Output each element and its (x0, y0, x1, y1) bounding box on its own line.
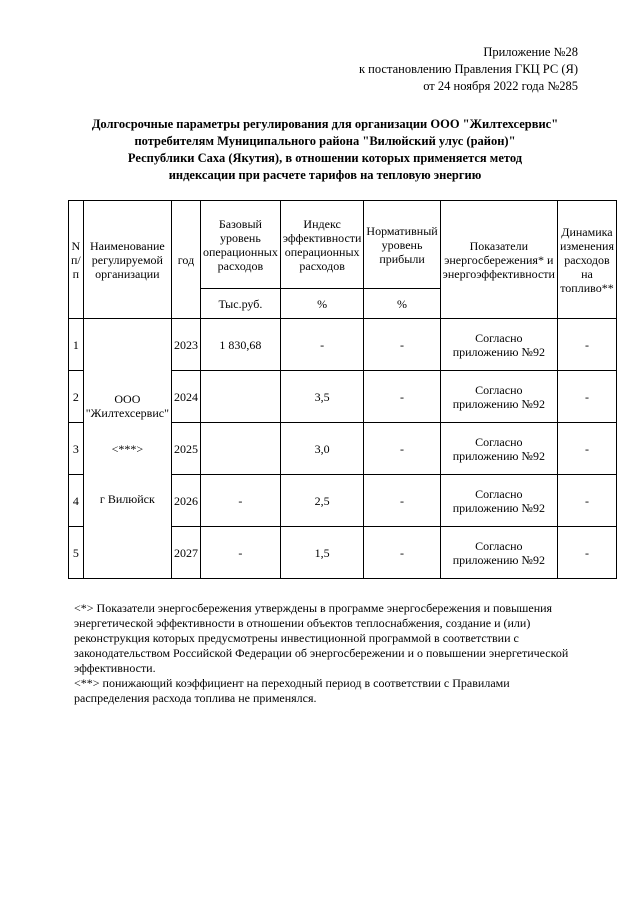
row-base (201, 371, 281, 423)
row-energy: Согласно приложению №92 (440, 319, 557, 371)
row-base: 1 830,68 (201, 319, 281, 371)
header-org: Наименование регулируемой организации (83, 201, 171, 319)
row-index: 3,0 (280, 423, 364, 475)
row-energy: Согласно приложению №92 (440, 371, 557, 423)
title-line-1: Долгосрочные параметры регулирования для организации ООО "Жилтехсервис" (91, 117, 559, 131)
row-dynamic: - (557, 423, 616, 475)
row-base: - (201, 475, 281, 527)
appendix-number: Приложение №28 (483, 45, 578, 59)
header-base-level: Базовый уровень операционных расходов (201, 201, 281, 289)
org-name-1: ООО (114, 391, 141, 406)
row-index: 1,5 (280, 527, 364, 579)
header-energy-saving: Показатели энергосбережения* и энергоэффективности (440, 201, 557, 319)
row-num: 3 (69, 423, 84, 475)
row-energy: Согласно приложению №92 (440, 527, 557, 579)
unit-norm: % (364, 289, 440, 319)
row-base: - (201, 527, 281, 579)
organization-cell (83, 319, 171, 579)
row-year: 2027 (172, 527, 201, 579)
row-norm: - (364, 423, 440, 475)
row-norm: - (364, 527, 440, 579)
header-normative-profit: Нормативный уровень прибыли (364, 201, 440, 289)
row-year: 2023 (172, 319, 201, 371)
footnote-energy-saving: <*> Показатели энергосбережения утверждены в программе энергосбережения и повышения энергетической эффективности в отношении объектов теплоснабжения, создание и (или) реконструкция которых предусмотрены инвестиционной программой в соответствии с законодательством Российской Федерации об энергосбережении и о повышении энергетической эффективности. (74, 601, 569, 675)
row-year: 2025 (172, 423, 201, 475)
title-line-3: Республики Саха (Якутия), в отношении которых применяется метод (127, 151, 523, 165)
row-num: 2 (69, 371, 84, 423)
header-year: год (172, 201, 201, 319)
document-title (40, 116, 610, 184)
org-code: <***> (111, 441, 144, 456)
row-energy: Согласно приложению №92 (440, 475, 557, 527)
org-name-2: "Жилтехсервис" (85, 405, 169, 420)
row-num: 1 (69, 319, 84, 371)
row-dynamic: - (557, 475, 616, 527)
row-year: 2026 (172, 475, 201, 527)
row-dynamic: - (557, 319, 616, 371)
row-num: 4 (69, 475, 84, 527)
org-city: г Вилюйск (99, 491, 155, 506)
row-energy: Согласно приложению №92 (440, 423, 557, 475)
title-line-2: потребителям Муниципального района "Вилюйский улус (район)" (134, 134, 516, 148)
header-num: N п/п (69, 201, 84, 319)
row-norm: - (364, 371, 440, 423)
row-norm: - (364, 475, 440, 527)
row-year: 2024 (172, 371, 201, 423)
table-header-row (69, 201, 617, 289)
row-dynamic: - (557, 527, 616, 579)
table-row (69, 319, 617, 371)
row-index: - (280, 319, 364, 371)
document-header (359, 44, 578, 95)
row-norm: - (364, 319, 440, 371)
parameters-table (68, 200, 617, 579)
unit-index: % (280, 289, 364, 319)
footnote-fuel-coefficient: <**> понижающий коэффициент на переходный период в соответствии с Правилами распределения расхода топлива не применялся. (74, 676, 510, 705)
row-dynamic: - (557, 371, 616, 423)
footnotes (74, 601, 574, 706)
header-efficiency-index: Индекс эффективности операционных расходов (280, 201, 364, 289)
header-fuel-dynamics: Динамика изменения расходов на топливо** (557, 201, 616, 319)
row-index: 3,5 (280, 371, 364, 423)
row-base (201, 423, 281, 475)
resolution-reference: к постановлению Правления ГКЦ РС (Я) (358, 62, 578, 76)
title-line-4: индексации при расчете тарифов на тепловую энергию (168, 168, 482, 182)
row-num: 5 (69, 527, 84, 579)
resolution-date: от 24 ноября 2022 года №285 (423, 79, 578, 93)
unit-base: Тыс.руб. (201, 289, 281, 319)
row-index: 2,5 (280, 475, 364, 527)
